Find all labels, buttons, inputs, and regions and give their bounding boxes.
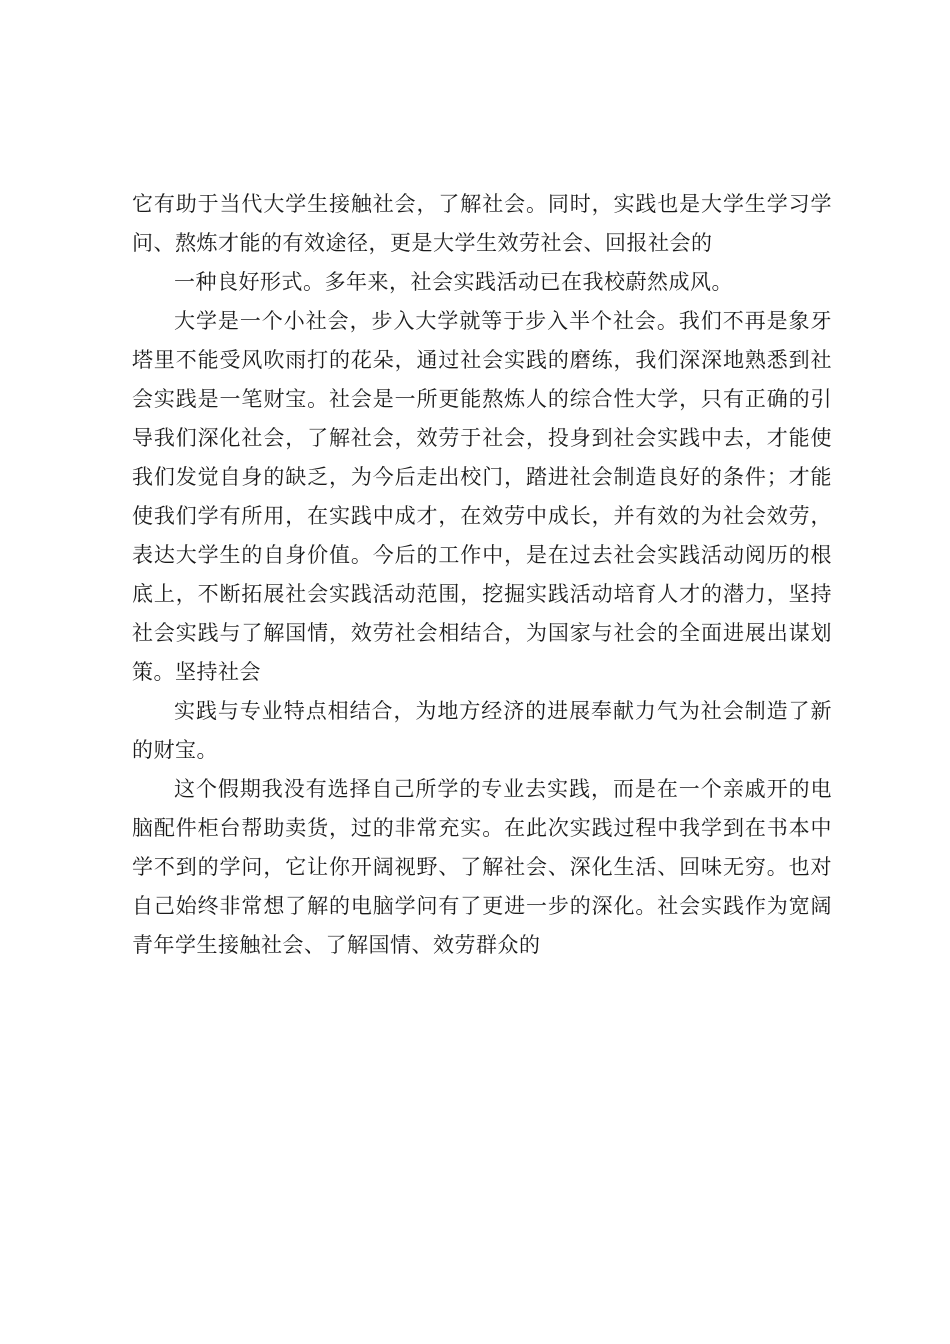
paragraph-2: 一种良好形式。多年来，社会实践活动已在我校蔚然成风。: [174, 270, 733, 294]
paragraph-5: 这个假期我没有选择自己所学的专业去实践，而是在一个亲戚开的电脑配件柜台帮助卖货，过的非常充实。在此次实践过程中我学到在书本中学不到的学问，它让你开阔视野、了解社会、深化生活、回味无穷。也对自己始终非常想了解的电脑学问有了更进一步的深化。社会实践作为宽阔青年学生接触社会、了解国情、效劳群众的: [132, 777, 832, 957]
paragraph-1: 它有助于当代大学生接触社会，了解社会。同时，实践也是大学生学习学问、熬炼才能的有效途径，更是大学生效劳社会、回报社会的: [132, 192, 832, 255]
paragraph-3: 大学是一个小社会，步入大学就等于步入半个社会。我们不再是象牙塔里不能受风吹雨打的花朵，通过社会实践的磨练，我们深深地熟悉到社会实践是一笔财宝。社会是一所更能熬炼人的综合性大学，只有正确的引导我们深化社会，了解社会，效劳于社会，投身到社会实践中去，才能使我们发觉自身的缺乏，为今后走出校门，踏进社会制造良好的条件；才能使我们学有所用，在实践中成才，在效劳中成长，并有效的为社会效劳，表达大学生的自身价值。今后的工作中，是在过去社会实践活动阅历的根底上，不断拓展社会实践活动范围，挖掘实践活动培育人才的潜力，坚持社会实践与了解国情，效劳社会相结合，为国家与社会的全面进展出谋划策。坚持社会: [132, 309, 832, 684]
document-body: [132, 185, 832, 965]
paragraph-4: 实践与专业特点相结合，为地方经济的进展奉献力气为社会制造了新的财宝。: [132, 699, 832, 762]
